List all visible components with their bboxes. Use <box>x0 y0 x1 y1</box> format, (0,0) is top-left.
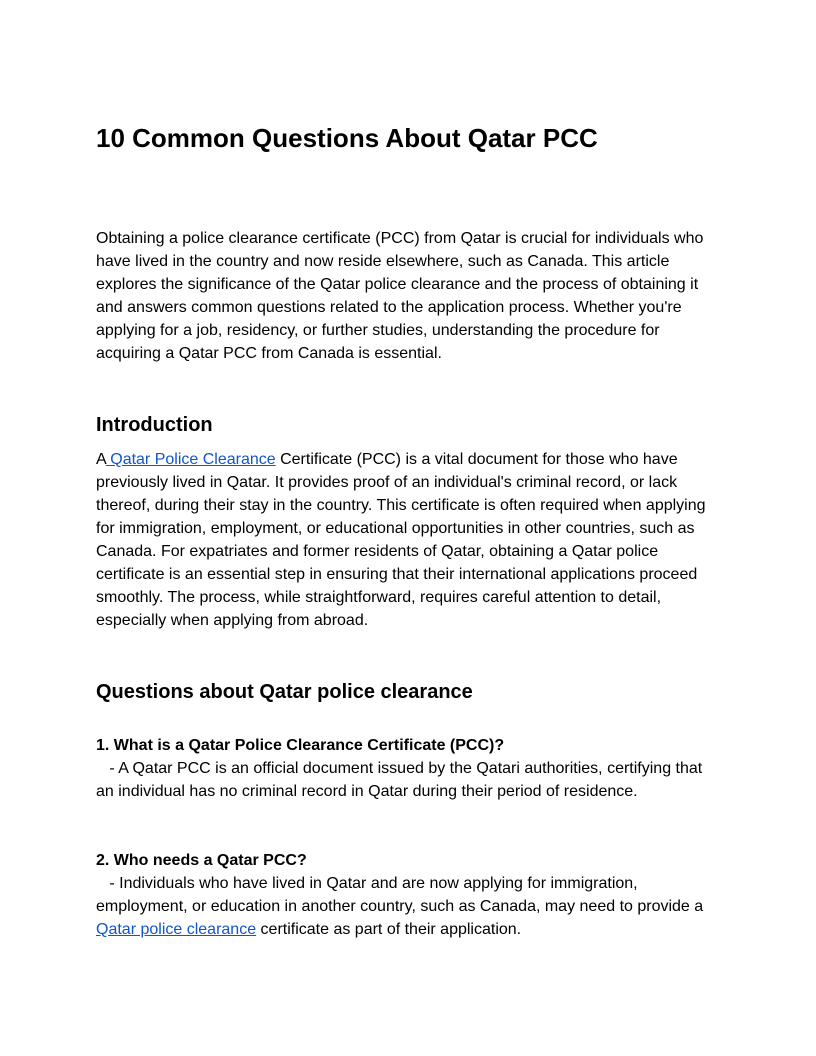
question-2-title: 2. Who needs a Qatar PCC? <box>96 852 307 869</box>
question-1-answer: - A Qatar PCC is an official document issued by the Qatari authorities, certifying that an individual has no criminal record in Qatar during their period of residence. <box>96 760 707 800</box>
question-1 <box>96 734 724 803</box>
introduction-text-start: A <box>96 451 106 468</box>
question-2-answer-start: - Individuals who have lived in Qatar and are now applying for immigration, employment, or education in another country, such as Canada, may need to provide a <box>96 875 704 915</box>
intro-paragraph: Obtaining a police clearance certificate (PCC) from Qatar is crucial for individuals who have lived in the country and now reside elsewhere, such as Canada. This article explores the significance of the Qatar police clearance and the process of obtaining it and answers common questions related to the application process. Whether you're applying for a job, residency, or further studies, understanding the procedure for acquiring a Qatar PCC from Canada is essential. <box>96 230 704 362</box>
introduction-paragraph <box>96 448 724 632</box>
question-2 <box>96 849 724 941</box>
document-title: 10 Common Questions About Qatar PCC <box>96 123 598 153</box>
question-1-title: 1. What is a Qatar Police Clearance Certificate (PCC)? <box>96 737 505 754</box>
questions-heading: Questions about Qatar police clearance <box>96 681 473 703</box>
introduction-heading: Introduction <box>96 414 213 436</box>
introduction-text-rest: Certificate (PCC) is a vital document for those who have previously lived in Qatar. It provides proof of an individual's criminal record, or lack thereof, during their stay in the country. This certificate is often required when applying for immigration, employment, or educational opportunities in other countries, such as Canada. For expatriates and former residents of Qatar, obtaining a Qatar police certificate is an essential step in ensuring that their international applications proceed smoothly. The process, while straightforward, requires careful attention to detail, especially when applying from abroad. <box>96 451 706 629</box>
qatar-police-clearance-link-2[interactable]: Qatar police clearance <box>96 921 257 938</box>
qatar-police-clearance-link[interactable]: Qatar Police Clearance <box>105 451 276 468</box>
question-2-answer-end: certificate as part of their application. <box>256 921 522 938</box>
